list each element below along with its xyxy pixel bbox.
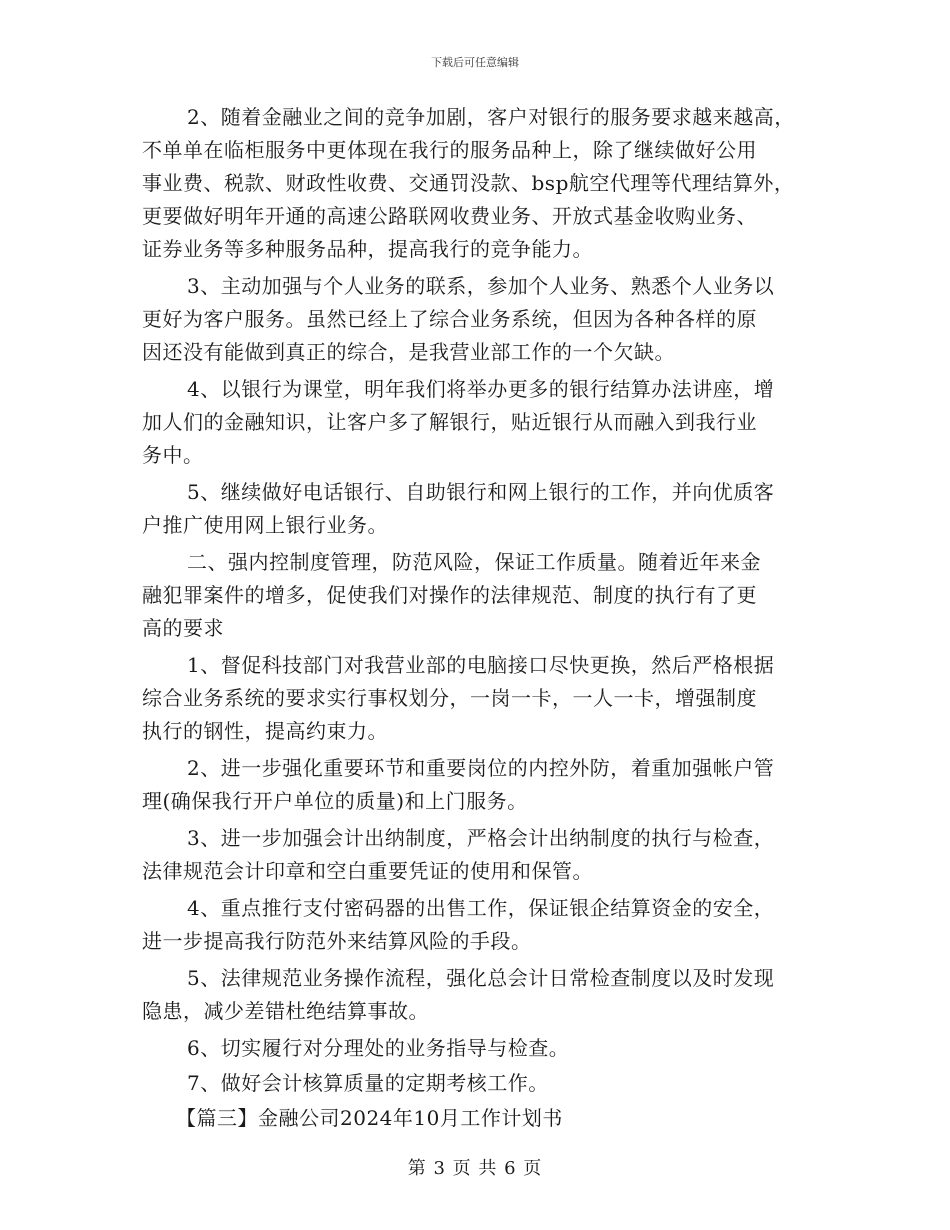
- paragraph-line: 7、做好会计核算质量的定期考核工作。: [187, 1071, 549, 1095]
- paragraph-line: 2、进一步强化重要环节和重要岗位的内控外防，着重加强帐户管: [187, 756, 775, 780]
- page-number-footer: 第 3 页 共 6 页: [407, 1158, 543, 1179]
- paragraph-line: 户推广使用网上银行业务。: [142, 513, 388, 537]
- paragraph-line: 3、主动加强与个人业务的联系，参加个人业务、熟悉个人业务以: [187, 274, 775, 298]
- paragraph-line: 5、继续做好电话银行、自助银行和网上银行的工作，并向优质客: [187, 480, 775, 504]
- paragraph-line: 事业费、税款、财政性收费、交通罚没款、bsp航空代理等代理结算外，: [142, 171, 795, 195]
- paragraph-line: 融犯罪案件的增多，促使我们对操作的法律规范、制度的执行有了更: [142, 583, 757, 607]
- section-heading: 【篇三】金融公司2024年10月工作计划书: [176, 1106, 563, 1130]
- paragraph-line: 2、随着金融业之间的竞争加剧，客户对银行的服务要求越来越高，: [187, 105, 795, 129]
- paragraph-line: 5、法律规范业务操作流程，强化总会计日常检查制度以及时发现: [187, 966, 775, 990]
- paragraph-line: 3、进一步加强会计出纳制度，严格会计出纳制度的执行与检查，: [187, 826, 775, 850]
- paragraph-line: 1、督促科技部门对我营业部的电脑接口尽快更换，然后严格根据: [187, 653, 775, 677]
- paragraph-line: 因还没有能做到真正的综合，是我营业部工作的一个欠缺。: [142, 340, 675, 364]
- paragraph-line: 加人们的金融知识，让客户多了解银行，贴近银行从而融入到我行业: [142, 410, 757, 434]
- paragraph-line: 务中。: [142, 443, 204, 467]
- paragraph-line: 不单单在临柜服务中更体现在我行的服务品种上，除了继续做好公用: [142, 138, 757, 162]
- paragraph-line: 4、重点推行支付密码器的出售工作，保证银企结算资金的安全，: [187, 896, 775, 920]
- paragraph-line: 更要做好明年开通的高速公路联网收费业务、开放式基金收购业务、: [142, 204, 757, 228]
- paragraph-line: 综合业务系统的要求实行事权划分，一岗一卡，一人一卡，增强制度: [142, 686, 757, 710]
- paragraph-line: 进一步提高我行防范外来结算风险的手段。: [142, 929, 532, 953]
- paragraph-line: 证券业务等多种服务品种，提高我行的竞争能力。: [142, 237, 593, 261]
- paragraph-line: 法律规范会计印章和空白重要凭证的使用和保管。: [142, 859, 593, 883]
- paragraph-line: 6、切实履行对分理处的业务指导与检查。: [187, 1036, 570, 1060]
- paragraph-line: 理(确保我行开户单位的质量)和上门服务。: [142, 789, 528, 813]
- paragraph-line: 隐患，减少差错杜绝结算事故。: [142, 999, 429, 1023]
- paragraph-line: 二、强内控制度管理，防范风险，保证工作质量。随着近年来金: [187, 550, 761, 574]
- header-note: 下载后可任意编辑: [431, 56, 519, 69]
- paragraph-line: 更好为客户服务。虽然已经上了综合业务系统，但因为各种各样的原: [142, 307, 757, 331]
- paragraph-line: 高的要求: [142, 616, 224, 640]
- paragraph-line: 4、以银行为课堂，明年我们将举办更多的银行结算办法讲座，增: [187, 377, 775, 401]
- paragraph-line: 执行的钢性，提高约束力。: [142, 719, 388, 743]
